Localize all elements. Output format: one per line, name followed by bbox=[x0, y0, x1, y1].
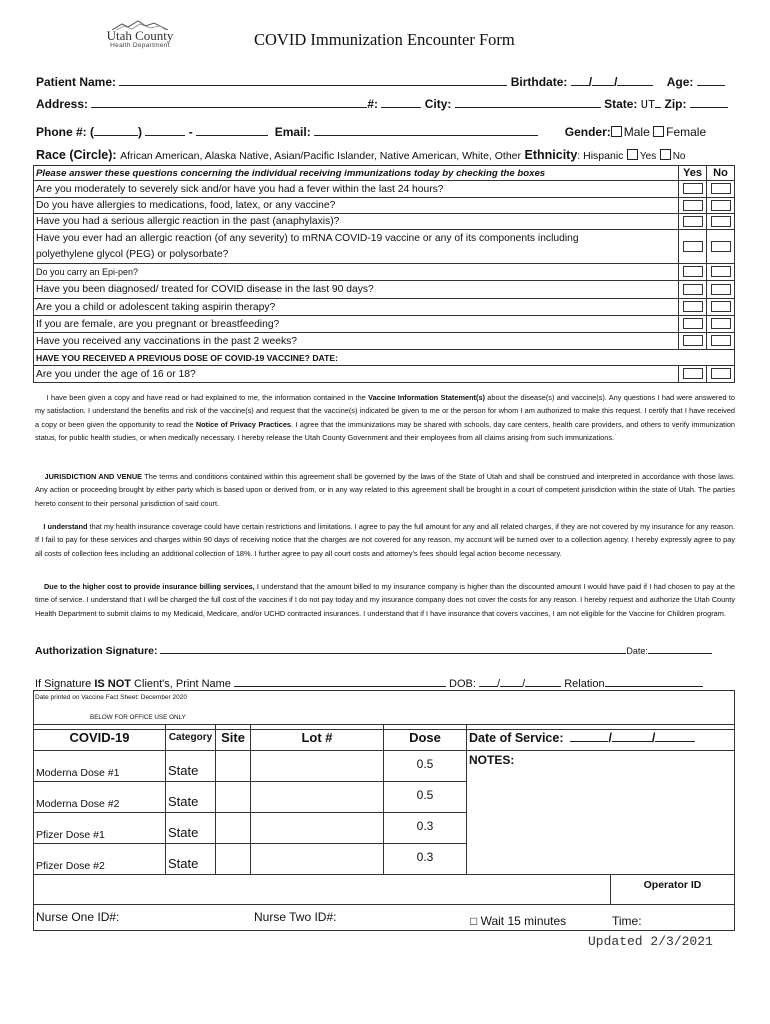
ethnicity-hispanic: : Hispanic bbox=[577, 150, 624, 162]
operator-id-cell[interactable]: Operator ID bbox=[611, 875, 735, 905]
yes-checkbox[interactable] bbox=[683, 301, 703, 312]
service-day-field[interactable] bbox=[612, 731, 652, 742]
no-cell bbox=[707, 366, 735, 383]
no-cell bbox=[707, 316, 735, 333]
question-text: Are you under the age of 16 or 18? bbox=[34, 366, 679, 383]
questions-header: Please answer these questions concerning the individual receiving immunizations today by checking the boxes bbox=[34, 166, 679, 181]
service-month-field[interactable] bbox=[570, 731, 608, 742]
hispanic-yes-checkbox[interactable] bbox=[627, 149, 638, 160]
dob-day-field[interactable] bbox=[500, 676, 522, 687]
lot-header: Lot # bbox=[251, 725, 384, 751]
female-label: Female bbox=[666, 125, 707, 139]
zip-label: Zip: bbox=[664, 97, 687, 111]
operator-blank-cell[interactable] bbox=[34, 875, 611, 905]
phone-line: Phone #: ( ) - Email: Gender: Male Female bbox=[36, 125, 707, 139]
question-row bbox=[34, 350, 735, 366]
date-of-service-cell[interactable]: Date of Service: / / bbox=[467, 725, 735, 751]
ethnicity-label: Ethnicity bbox=[524, 148, 578, 162]
yes-checkbox[interactable] bbox=[683, 200, 703, 211]
question-row bbox=[34, 198, 735, 214]
jurisdiction-bold: JURISDICTION AND VENUE bbox=[44, 472, 143, 481]
yes-checkbox[interactable] bbox=[683, 266, 703, 277]
vaccine-lot[interactable] bbox=[251, 751, 384, 782]
vaccine-name[interactable]: Moderna Dose #1 bbox=[34, 751, 166, 782]
vaccine-dose: 0.5 bbox=[384, 751, 467, 782]
logo-name: Utah County bbox=[106, 28, 174, 43]
auth-date-label: Date: bbox=[626, 646, 648, 656]
understand-bold: I understand bbox=[43, 522, 88, 531]
is-not-bold: IS NOT bbox=[94, 678, 131, 690]
birth-year-field[interactable] bbox=[617, 75, 653, 86]
vaccine-name[interactable]: Pfizer Dose #1 bbox=[34, 813, 166, 844]
wait-15-minutes-checkbox[interactable]: □ Wait 15 minutes bbox=[470, 914, 567, 928]
question-text-line: Have you ever had an allergic reaction (of any severity) to mRNA COVID-19 vaccine or any of its components including bbox=[36, 232, 579, 244]
no-cell bbox=[707, 264, 735, 281]
date-of-service-label: Date of Service: bbox=[469, 730, 564, 745]
vaccine-dose: 0.5 bbox=[384, 782, 467, 813]
consent-paragraph-vis bbox=[35, 391, 735, 444]
utah-county-logo bbox=[92, 20, 188, 52]
service-year-field[interactable] bbox=[655, 731, 695, 742]
hispanic-no-checkbox[interactable] bbox=[660, 149, 671, 160]
authorization-signature-line bbox=[35, 643, 735, 657]
vaccine-category: State bbox=[166, 782, 216, 813]
no-checkbox[interactable] bbox=[711, 318, 731, 329]
no-cell bbox=[707, 230, 735, 264]
form-header bbox=[34, 18, 736, 58]
address-label: Address: bbox=[36, 97, 89, 111]
state-value[interactable]: UT bbox=[640, 98, 656, 112]
no-checkbox[interactable] bbox=[711, 241, 731, 252]
yes-cell bbox=[679, 230, 707, 264]
no-checkbox[interactable] bbox=[711, 266, 731, 277]
birth-day-field[interactable] bbox=[592, 75, 614, 86]
consent-text: that my health insurance coverage could have certain restrictions and limitations. I agree to pay the full amount for any and all related charges, if they are not covered by my insurance for any reason. If I fail to pay for these services and charges within 90 days of receiving notice that the charges are not covered for any reason, my account will be turned over to a collection agency. I hereby expressly agree to pay all costs of collection fees including an additional collection of 18%. I further agree to pay all court costs and attorney's fees should legal action become necessary. bbox=[35, 522, 735, 558]
relation-label: Relation bbox=[564, 678, 605, 690]
auth-date-field[interactable] bbox=[648, 643, 712, 654]
no-cell bbox=[707, 198, 735, 214]
site-header: Site bbox=[216, 725, 251, 751]
birthdate-label: Birthdate: bbox=[510, 75, 568, 89]
question-row bbox=[34, 366, 735, 383]
question-text: Are you moderately to severely sick and/or have you had a fever within the last 24 hours? bbox=[34, 181, 679, 198]
yes-cell bbox=[679, 198, 707, 214]
question-row bbox=[34, 316, 735, 333]
city-label: City: bbox=[424, 97, 452, 111]
vaccine-name[interactable]: Moderna Dose #2 bbox=[34, 782, 166, 813]
print-name-field[interactable] bbox=[234, 676, 446, 687]
updated-date: Updated 2/3/2021 bbox=[588, 934, 713, 949]
question-row bbox=[34, 299, 735, 316]
no-checkbox[interactable] bbox=[711, 301, 731, 312]
question-text: Are you a child or adolescent taking aspirin therapy? bbox=[34, 299, 679, 316]
consent-paragraph-jurisdiction bbox=[35, 470, 735, 510]
auth-signature-label: Authorization Signature: bbox=[35, 645, 158, 657]
hispanic-yes-label: Yes bbox=[639, 151, 657, 162]
vaccine-lot[interactable] bbox=[251, 782, 384, 813]
vaccine-row bbox=[34, 751, 735, 782]
form-title: COVID Immunization Encounter Form bbox=[254, 30, 515, 49]
age-label: Age: bbox=[666, 75, 694, 89]
vaccine-header-row bbox=[34, 725, 735, 751]
email-field[interactable] bbox=[314, 125, 538, 136]
dob-month-field[interactable] bbox=[479, 676, 497, 687]
vis-bold: Vaccine Information Statement(s) bbox=[368, 393, 485, 402]
phone-line-field[interactable] bbox=[196, 125, 268, 136]
address-field[interactable] bbox=[91, 97, 367, 108]
no-checkbox[interactable] bbox=[711, 368, 731, 379]
male-checkbox[interactable] bbox=[611, 126, 622, 137]
address-line bbox=[36, 97, 728, 112]
previous-dose-question[interactable]: HAVE YOU RECEIVED A PREVIOUS DOSE OF COVID-19 VACCINE? DATE: bbox=[34, 350, 735, 366]
no-cell bbox=[707, 181, 735, 198]
phone-prefix-field[interactable] bbox=[145, 125, 185, 136]
no-cell bbox=[707, 281, 735, 299]
no-checkbox[interactable] bbox=[711, 200, 731, 211]
questions-header-row bbox=[34, 166, 735, 181]
birth-month-field[interactable] bbox=[571, 75, 589, 86]
address-number-field[interactable] bbox=[381, 97, 421, 108]
hispanic-no-label: No bbox=[672, 151, 686, 162]
if-signature-text: If Signature bbox=[35, 678, 95, 690]
nurse-one-id[interactable]: Nurse One ID#: bbox=[36, 910, 120, 924]
vaccine-lot[interactable] bbox=[251, 844, 384, 875]
question-text: Do you carry an Epi-pen? bbox=[34, 264, 679, 281]
yes-cell bbox=[679, 316, 707, 333]
yes-cell bbox=[679, 181, 707, 198]
question-text bbox=[34, 230, 679, 264]
consent-text: The terms and conditions contained within this agreement shall be governed by the laws of the State of Utah and shall be construed and interpreted in accordance with those laws. Any action or proceeding brought by either party which is based upon or derived from, or in any way related to this agreement shall be brought in a court of competent jurisdiction within the state of Utah. The parties hereto consent to their personal jurisdiction of said court. bbox=[35, 472, 735, 508]
notes-cell[interactable]: NOTES: bbox=[467, 751, 735, 875]
no-cell bbox=[707, 299, 735, 316]
no-checkbox[interactable] bbox=[711, 183, 731, 194]
state-underline bbox=[655, 97, 661, 108]
yes-cell bbox=[679, 264, 707, 281]
question-text: If you are female, are you pregnant or breastfeeding? bbox=[34, 316, 679, 333]
state-label: State: bbox=[604, 97, 638, 111]
billing-bold: Due to the higher cost to provide insurance billing services, bbox=[43, 582, 255, 591]
vaccine-name[interactable]: Pfizer Dose #2 bbox=[34, 844, 166, 875]
logo-subtitle: Health Department bbox=[110, 42, 170, 49]
category-header: Category bbox=[166, 725, 216, 751]
no-cell bbox=[707, 333, 735, 350]
yes-cell bbox=[679, 214, 707, 230]
female-checkbox[interactable] bbox=[653, 126, 664, 137]
yes-cell bbox=[679, 299, 707, 316]
consent-paragraph-insurance bbox=[35, 520, 735, 560]
yes-checkbox[interactable] bbox=[683, 241, 703, 252]
question-text: Have you had a serious allergic reaction in the past (anaphylaxis)? bbox=[34, 214, 679, 230]
covid-header: COVID-19 bbox=[34, 725, 166, 751]
yes-checkbox[interactable] bbox=[683, 216, 703, 227]
consent-text: about the disease(s) and vaccine(s). Any questions I had were answered to my satisfaction. I understand the benefits and risk of the vaccine(s) and request that the vaccine(s) indicated be given to me or the person for whom I am authorized to make this request. I certify that I have received a copy or been given the opportunity to read the bbox=[35, 393, 735, 429]
race-label: Race (Circle): bbox=[36, 148, 117, 162]
question-row bbox=[34, 214, 735, 230]
phone-area-field[interactable] bbox=[94, 125, 138, 136]
vaccine-dose: 0.3 bbox=[384, 844, 467, 875]
yes-checkbox[interactable] bbox=[683, 183, 703, 194]
question-row bbox=[34, 230, 735, 264]
consent-text: I have been given a copy and have read or had explained to me, the information contained in the bbox=[46, 393, 369, 402]
dob-year-field[interactable] bbox=[525, 676, 561, 687]
email-label: Email: bbox=[274, 125, 311, 139]
no-column-header: No bbox=[707, 166, 735, 181]
age-field[interactable] bbox=[697, 75, 725, 86]
screening-questions-table bbox=[33, 165, 735, 383]
question-text: Do you have allergies to medications, food, latex, or any vaccine? bbox=[34, 198, 679, 214]
vaccine-category: State bbox=[166, 813, 216, 844]
question-row bbox=[34, 333, 735, 350]
consent-paragraph-billing bbox=[35, 580, 735, 620]
vaccine-site[interactable] bbox=[216, 813, 251, 844]
vaccine-site[interactable] bbox=[216, 782, 251, 813]
no-checkbox[interactable] bbox=[711, 284, 731, 295]
race-options[interactable]: African American, Alaska Native, Asian/Pacific Islander, Native American, White, Other bbox=[120, 150, 522, 162]
no-cell bbox=[707, 214, 735, 230]
yes-cell bbox=[679, 366, 707, 383]
question-text: Have you been diagnosed/ treated for COVID disease in the last 90 days? bbox=[34, 281, 679, 299]
patient-name-line: Patient Name: Birthdate: / / Age: bbox=[36, 75, 725, 89]
alternate-signer-line: If Signature IS NOT Client's, Print Name DOB: / / Relation bbox=[35, 676, 703, 690]
patient-name-label: Patient Name: bbox=[36, 75, 117, 89]
vaccine-category: State bbox=[166, 751, 216, 782]
no-checkbox[interactable] bbox=[711, 216, 731, 227]
race-line bbox=[36, 148, 686, 162]
vaccine-category: State bbox=[166, 844, 216, 875]
question-row bbox=[34, 264, 735, 281]
question-text-line: polyethylene glycol (PEG) or polysorbate? bbox=[36, 248, 229, 260]
dose-header: Dose bbox=[384, 725, 467, 751]
auth-signature-field[interactable] bbox=[160, 643, 626, 654]
relation-field[interactable] bbox=[605, 676, 703, 687]
male-label: Male bbox=[623, 125, 650, 139]
vaccine-site[interactable] bbox=[216, 844, 251, 875]
phone-label: Phone #: bbox=[36, 125, 87, 139]
city-field[interactable] bbox=[455, 97, 601, 108]
yes-checkbox[interactable] bbox=[683, 335, 703, 346]
dob-label: DOB: bbox=[449, 678, 476, 690]
consent-text: . I agree that the immunizations may be shared with schools, day care centers, health care providers, and others to verify immunization status, for public health studies, or when medically necessary. I hereby release the Utah County Government and their employees from all claims arising from such immunizations. bbox=[35, 419, 736, 442]
nurse-two-id[interactable]: Nurse Two ID#: bbox=[254, 910, 337, 924]
yes-checkbox[interactable] bbox=[683, 284, 703, 295]
patient-name-field[interactable] bbox=[119, 75, 507, 86]
yes-checkbox[interactable] bbox=[683, 368, 703, 379]
question-text: Have you received any vaccinations in the past 2 weeks? bbox=[34, 333, 679, 350]
gender-label: Gender: bbox=[564, 125, 611, 139]
vaccine-administration-table bbox=[33, 724, 735, 905]
zip-field[interactable] bbox=[690, 97, 728, 108]
yes-cell bbox=[679, 333, 707, 350]
time-field[interactable]: Time: bbox=[612, 914, 642, 928]
consent-text: I understand that the amount billed to my insurance company is higher than the discounted amount I would have paid if I had chosen to pay at the time of service. I understand that I will be charged the full cost of the vaccines if I do not pay today and my insurance company does not cover the costs for any reason. I hereby request and authorize the Utah County Health Department to submit claims to my Medicaid, Medicare, and/or UCHD contracted insurances. I understand that if I have insurance that covers vaccines, I am not eligible for the Vaccine for Children program. bbox=[35, 582, 735, 618]
yes-checkbox[interactable] bbox=[683, 318, 703, 329]
operator-row bbox=[34, 875, 735, 905]
question-row bbox=[34, 281, 735, 299]
question-row bbox=[34, 181, 735, 198]
office-use-label: BELOW FOR OFFICE USE ONLY bbox=[90, 714, 186, 721]
privacy-bold: Notice of Privacy Practices bbox=[195, 419, 292, 429]
yes-cell bbox=[679, 281, 707, 299]
vaccine-fact-sheet-date: Date printed on Vaccine Fact Sheet: December 2020 bbox=[35, 694, 187, 701]
vaccine-site[interactable] bbox=[216, 751, 251, 782]
print-name-label: Client's, Print Name bbox=[131, 678, 231, 690]
vaccine-dose: 0.3 bbox=[384, 813, 467, 844]
address-number-label: #: bbox=[367, 97, 379, 111]
no-checkbox[interactable] bbox=[711, 335, 731, 346]
yes-column-header: Yes bbox=[679, 166, 707, 181]
vaccine-lot[interactable] bbox=[251, 813, 384, 844]
